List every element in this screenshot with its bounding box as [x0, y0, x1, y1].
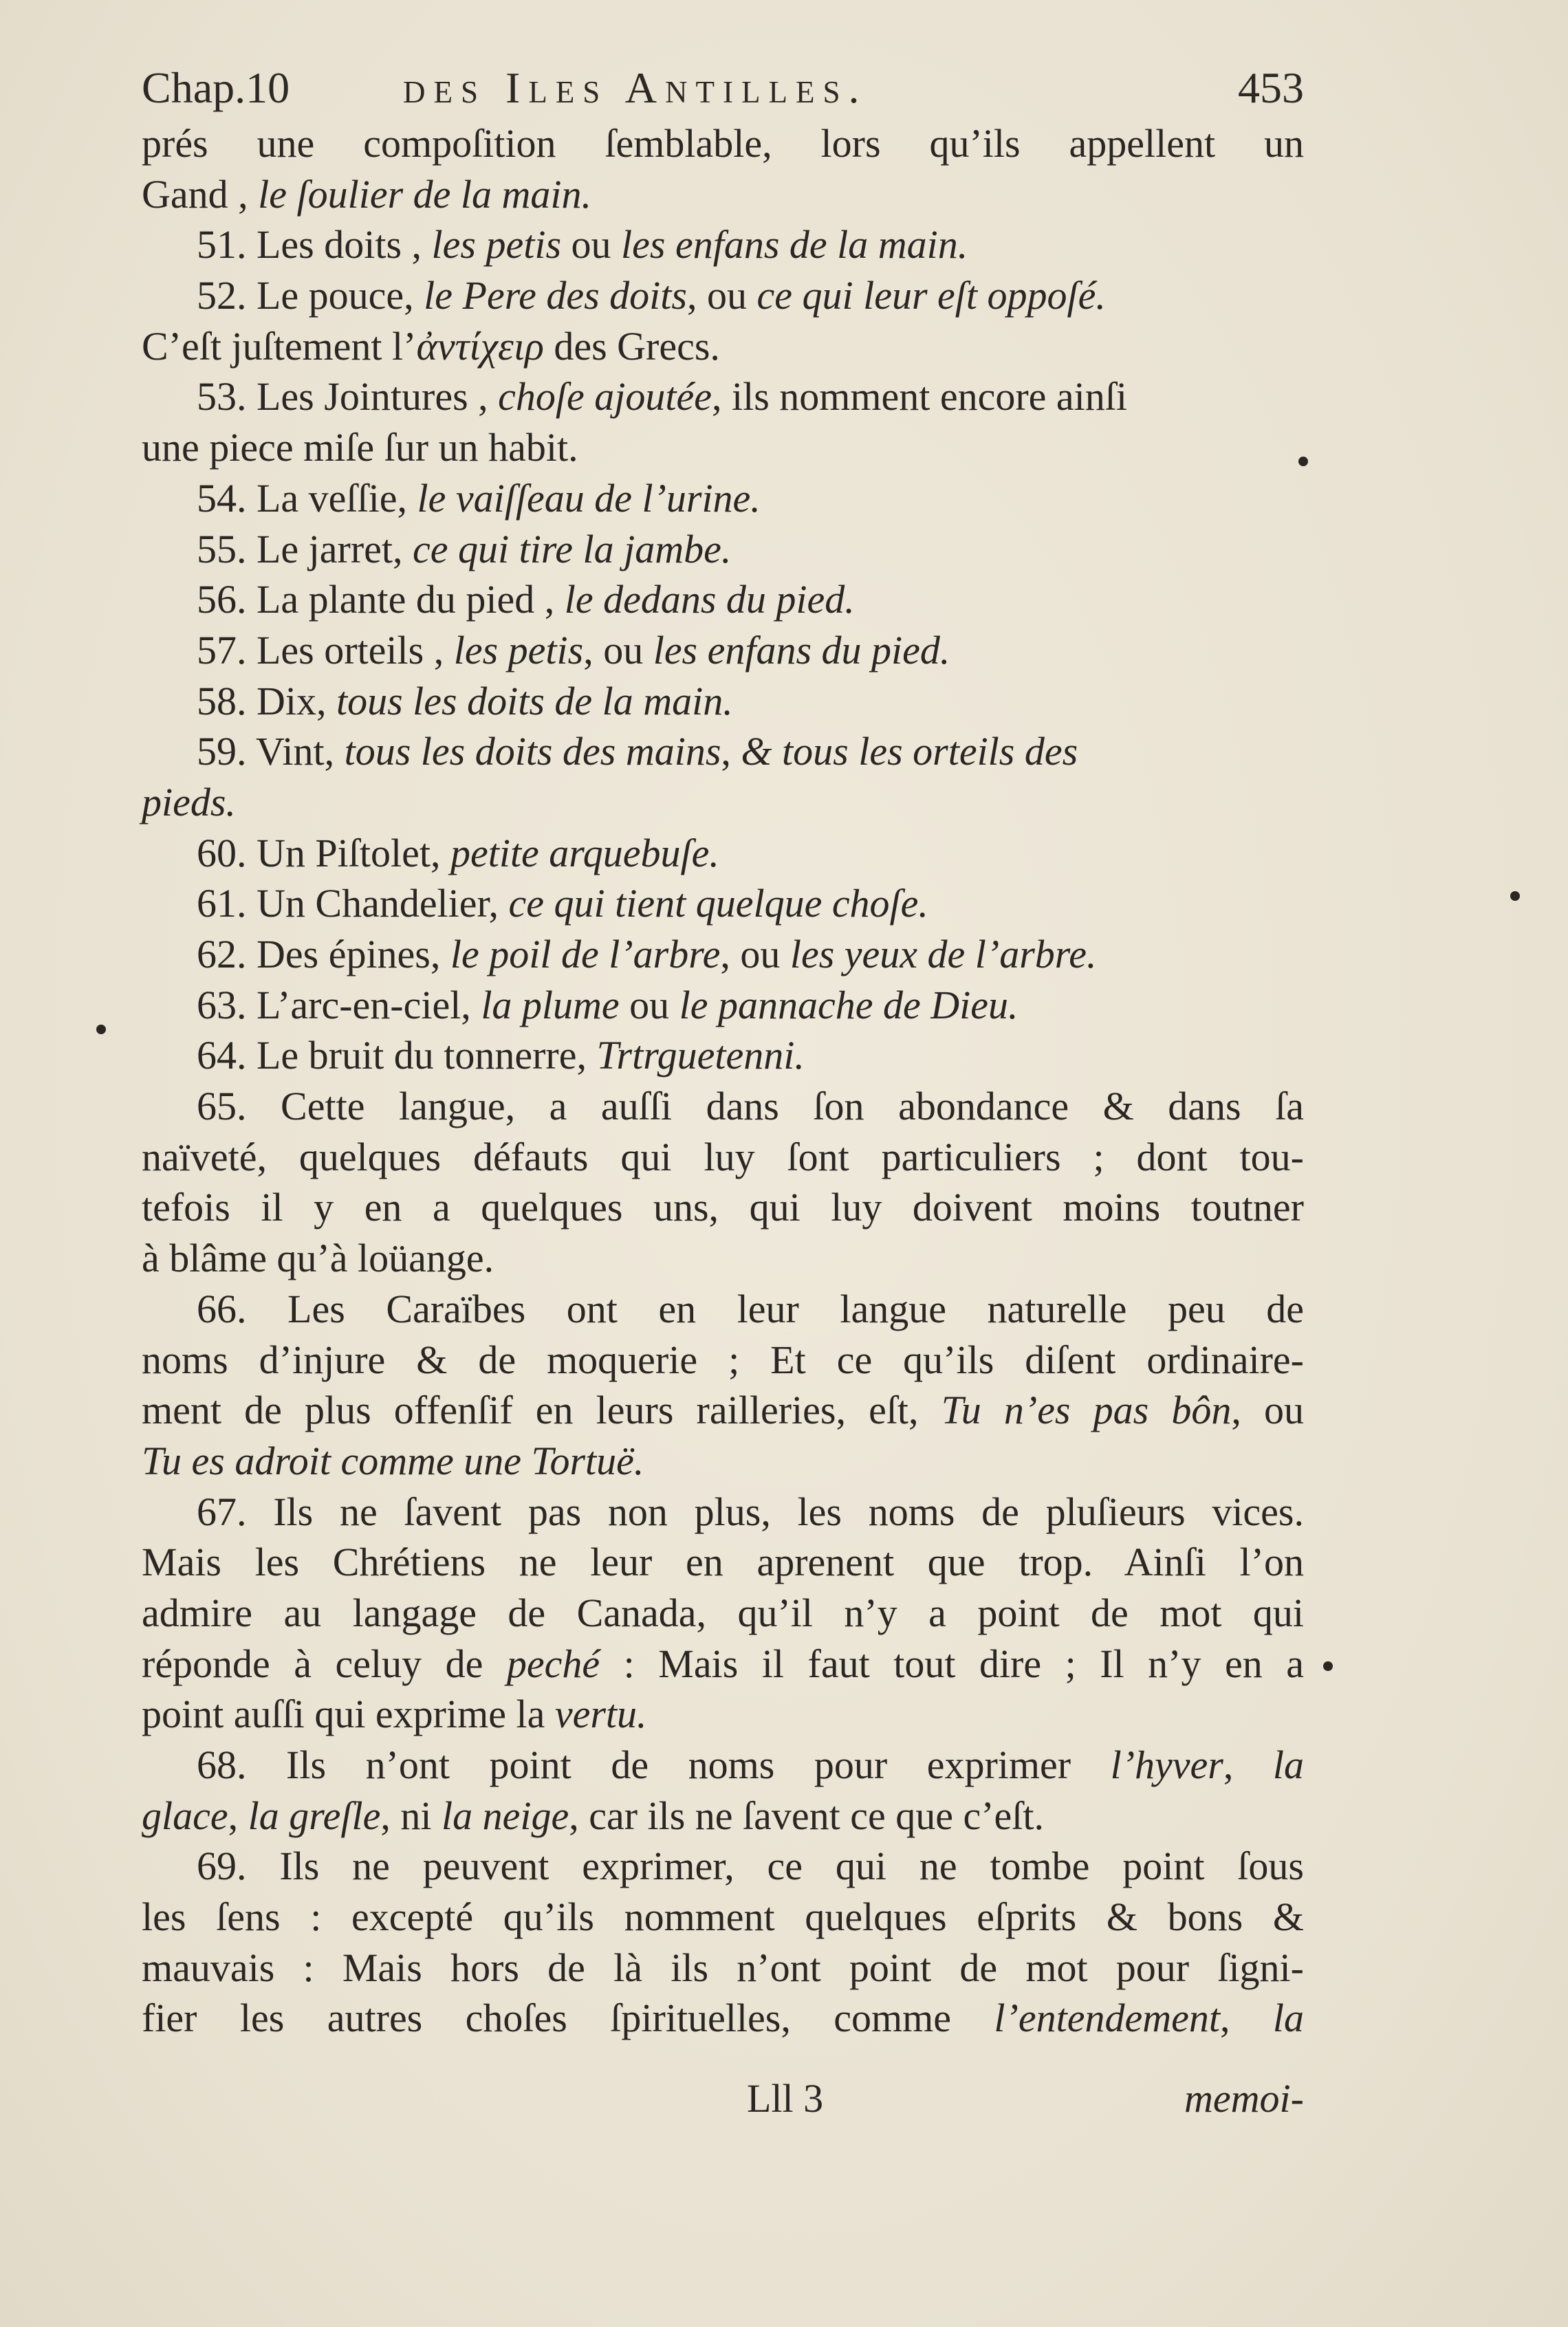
text-run: , ou — [1231, 1388, 1304, 1433]
text-line — [142, 1132, 1304, 1183]
text-line — [142, 321, 1304, 372]
text-line — [142, 625, 1304, 676]
text-run: , — [1219, 1996, 1273, 2041]
text-line — [142, 1588, 1304, 1639]
text-line — [142, 422, 1304, 473]
text-run: 69. Ils ne peuvent exprimer, ce qui ne tombe point ſous — [197, 1844, 1304, 1889]
text-line — [142, 1030, 1304, 1081]
italic-run: ἀντίχειρ — [416, 323, 544, 369]
body-text — [142, 118, 1304, 2044]
text-run: : Mais il faut tout dire ; Il n’y en a — [600, 1641, 1304, 1686]
italic-run: le poil de l’arbre — [450, 932, 721, 976]
text-run: , ou — [686, 273, 757, 318]
text-line — [142, 219, 1304, 270]
text-run: , car ils ne ſavent ce que c’eſt. — [569, 1793, 1045, 1838]
text-run: Mais les Chrétiens ne leur en aprenent que trop. Ainſi l’on — [142, 1540, 1304, 1585]
text-line — [142, 777, 1304, 828]
text-line — [142, 270, 1304, 321]
text-run: 60. Un Piſtolet, — [197, 830, 450, 875]
text-run: Gand , — [142, 171, 259, 217]
text-run: ou — [561, 222, 622, 267]
text-run: 58. Dix, — [197, 678, 336, 723]
text-run: 56. La plante du pied , — [197, 577, 565, 622]
text-line — [142, 980, 1304, 1031]
catchword: memoi- — [1184, 2076, 1304, 2121]
text-run: 61. Un Chandelier, — [197, 881, 509, 926]
text-run: 52. Le pouce, — [197, 273, 424, 318]
text-run: ou — [619, 982, 679, 1027]
text-line — [142, 574, 1304, 625]
page-number: 453 — [1238, 63, 1304, 112]
text-line — [142, 929, 1304, 980]
text-run: fier les autres choſes ſpirituelles, comme — [142, 1996, 994, 2041]
italic-run: les yeux de l’arbre. — [790, 932, 1097, 976]
text-run: , ils nomment encore ainſi — [712, 374, 1128, 419]
italic-run: la greſle — [248, 1793, 381, 1838]
text-run: , — [721, 729, 741, 774]
running-title: des Iles Antilles. — [403, 63, 868, 112]
text-run: 53. Les Jointures , — [197, 374, 499, 419]
text-line — [142, 1233, 1304, 1284]
text-run: 65. Cette langue, a auſſi dans ſon abondance & dans ſa — [197, 1084, 1304, 1129]
text-run: 67. Ils ne ſavent pas non plus, les noms de pluſieurs vices. — [197, 1489, 1304, 1534]
ink-spot — [1323, 1661, 1333, 1671]
text-run: 63. L’arc-en-ciel, — [197, 982, 481, 1027]
italic-run: ce qui tire la jambe. — [413, 526, 732, 571]
italic-run: peché — [506, 1641, 600, 1686]
italic-run: le vaiſſeau de l’urine. — [417, 475, 761, 521]
text-run: C’eſt juſtement l’ — [142, 323, 417, 369]
text-line — [142, 1284, 1304, 1335]
text-line — [142, 524, 1304, 575]
italic-run: choſe ajoutée — [498, 374, 712, 419]
text-line — [142, 1182, 1304, 1233]
text-line — [142, 1892, 1304, 1943]
text-line — [142, 1335, 1304, 1386]
italic-run: le dedans du pied. — [564, 577, 855, 622]
italic-run: les enfans de la main. — [621, 222, 968, 267]
italic-run: l’entendement — [994, 1996, 1220, 2041]
text-run: 66. Les Caraïbes ont en leur langue naturelle peu de — [197, 1286, 1304, 1331]
italic-run: Trtrguetenni. — [596, 1033, 805, 1078]
text-line — [142, 118, 1304, 169]
text-run: une piece miſe ſur un habit. — [142, 425, 578, 470]
ink-spot — [96, 1025, 106, 1034]
text-run: 68. Ils n’ont point de noms pour exprimer — [197, 1742, 1111, 1787]
italic-run: les petis — [431, 222, 562, 267]
italic-run: tous les doits de la main. — [336, 678, 733, 723]
italic-run: le pannache de Dieu. — [679, 982, 1019, 1027]
text-run: , — [228, 1793, 248, 1838]
italic-run: ce qui tient quelque choſe. — [508, 881, 928, 926]
text-line — [142, 1487, 1304, 1538]
page-footer — [142, 2071, 1304, 2126]
text-line — [142, 676, 1304, 727]
ink-spot — [1298, 457, 1308, 466]
italic-run: tous les doits des mains — [344, 729, 721, 774]
italic-run: les petis — [453, 627, 584, 673]
text-run: 59. Vint, — [197, 729, 345, 774]
ink-spot — [1510, 891, 1520, 901]
text-run: 57. Les orteils , — [197, 627, 454, 673]
text-run: 55. Le jarret, — [197, 526, 413, 571]
text-run: des Grecs. — [543, 323, 720, 369]
text-run: 51. Les doits , — [197, 222, 432, 267]
text-line — [142, 1537, 1304, 1588]
text-run: naïveté, quelques défauts qui luy ſont particuliers ; dont tou- — [142, 1134, 1304, 1179]
italic-run: les enfans du pied. — [653, 627, 950, 673]
italic-run: & tous les orteils des — [741, 729, 1078, 774]
italic-run: l’hyver — [1110, 1742, 1223, 1787]
italic-run: Tu es adroit comme une Tortuë. — [142, 1438, 644, 1483]
text-line — [142, 371, 1304, 422]
italic-run: petite arquebuſe. — [450, 830, 719, 875]
italic-run: Tu n’es pas bôn — [941, 1388, 1232, 1433]
text-line — [142, 1689, 1304, 1740]
text-run: tefois il y en a quelques uns, qui luy doivent moins toutner — [142, 1185, 1304, 1230]
text-run: 64. Le bruit du tonnerre, — [197, 1033, 597, 1078]
text-line — [142, 169, 1304, 220]
text-line — [142, 1081, 1304, 1132]
text-run: 54. La veſſie, — [197, 475, 417, 521]
text-line — [142, 1943, 1304, 1993]
text-line — [142, 1841, 1304, 1892]
text-line — [142, 1385, 1304, 1436]
text-line — [142, 473, 1304, 524]
text-run: noms d’injure & de moquerie ; Et ce qu’ils diſent ordinaire- — [142, 1337, 1304, 1382]
text-run: réponde à celuy de — [142, 1641, 507, 1686]
running-header — [142, 54, 1304, 122]
italic-run: pieds. — [142, 779, 236, 824]
text-line — [142, 726, 1304, 777]
italic-run: la neige — [441, 1793, 569, 1838]
italic-run: la plume — [481, 982, 620, 1027]
text-line — [142, 1740, 1304, 1791]
text-run: 62. Des épines, — [197, 932, 450, 976]
italic-run: la — [1272, 1742, 1304, 1787]
text-line — [142, 878, 1304, 929]
text-run: prés une compoſition ſemblable, lors qu’ils appellent un — [142, 121, 1304, 166]
text-run: à blâme qu’à loüange. — [142, 1236, 494, 1281]
italic-run: le Pere des doits — [424, 273, 687, 318]
text-run: point auſſi qui exprime la — [142, 1692, 555, 1737]
text-run: les ſens : excepté qu’ils nomment quelques eſprits & bons & — [142, 1894, 1304, 1940]
text-run: , ou — [583, 627, 653, 673]
text-run: mauvais : Mais hors de là ils n’ont point de mot pour ſigni- — [142, 1945, 1304, 1990]
text-run: , ni — [380, 1793, 442, 1838]
text-line — [142, 1436, 1304, 1487]
text-run: , ou — [720, 932, 790, 976]
italic-run: glace — [142, 1793, 228, 1838]
italic-run: la — [1272, 1996, 1304, 2041]
text-run: admire au langage de Canada, qu’il n’y a point de mot qui — [142, 1590, 1304, 1635]
text-line — [142, 828, 1304, 879]
text-line — [142, 1639, 1304, 1690]
italic-run: vertu. — [554, 1692, 647, 1737]
text-line — [142, 1993, 1304, 2044]
text-run: ment de plus offenſif en leurs railleries, eſt, — [142, 1388, 941, 1433]
italic-run: ce qui leur eſt oppoſé. — [756, 273, 1106, 318]
text-run: , — [1223, 1742, 1273, 1787]
italic-run: le ſoulier de la main. — [258, 171, 592, 217]
signature-mark: Lll 3 — [747, 2076, 824, 2121]
chapter-label: Chap.10 — [142, 63, 290, 112]
text-line — [142, 1791, 1304, 1842]
